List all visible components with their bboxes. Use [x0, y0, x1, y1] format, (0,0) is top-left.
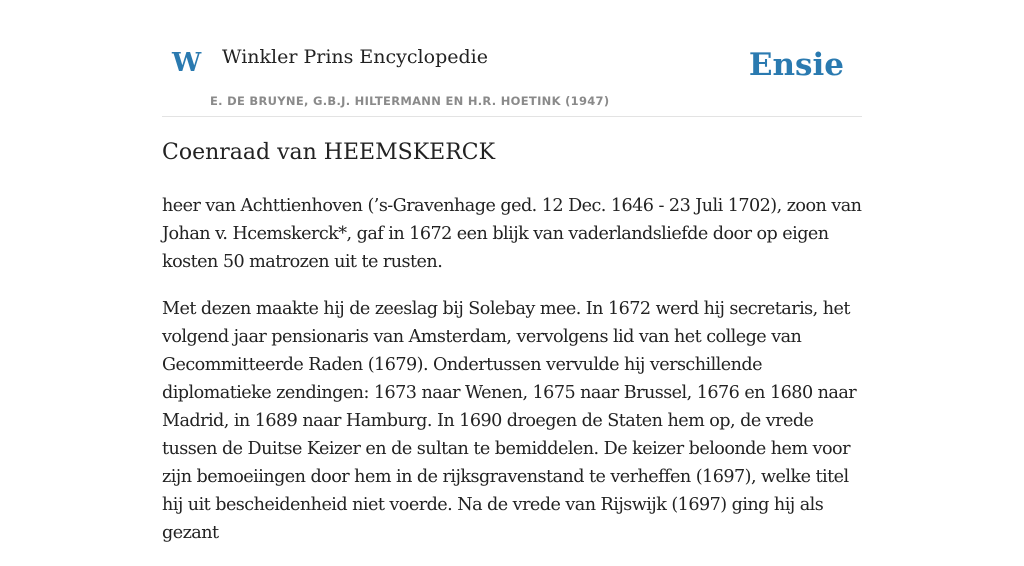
publication-authors: E. DE BRUYNE, G.B.J. HILTERMANN EN H.R. HOETINK (1947) [210, 94, 610, 108]
article-title: Coenraad van HEEMSKERCK [162, 140, 496, 165]
publication-logo-icon: W [172, 48, 202, 78]
brand-logo-link[interactable]: Ensie [748, 47, 844, 83]
site-header [162, 0, 862, 117]
article-body [162, 192, 862, 566]
publication-title-link[interactable]: Winkler Prins Encyclopedie [222, 46, 488, 68]
article-paragraph: heer van Achttienhoven (’s-Gravenhage ged. 12 Dec. 1646 - 23 Juli 1702), zoon van Johan v. Hcemskerck*, gaf in 1672 een blijk van vaderlandsliefde door op eigen kosten 50 matrozen uit te rusten. [162, 196, 862, 272]
article-paragraph: Met dezen maakte hij de zeeslag bij Solebay mee. In 1672 werd hij secretaris, het volgend jaar pensionaris van Amsterdam, vervolgens lid van het college van Gecommitteerde Raden (1679). Ondertussen vervulde hij verschillende diplomatieke zendingen: 1673 naar Wenen, 1675 naar Brussel, 1676 en 1680 naar Madrid, in 1689 naar Hamburg. In 1690 droegen de Staten hem op, de vrede tussen de Duitse Keizer en de sultan te bemiddelen. De keizer beloonde hem voor zijn bemoeiingen door hem in de rijksgravenstand te verheffen (1697), welke titel hij uit bescheidenheid niet voerde. Na de vrede van Rijswijk (1697) ging hij als gezant [162, 299, 857, 543]
